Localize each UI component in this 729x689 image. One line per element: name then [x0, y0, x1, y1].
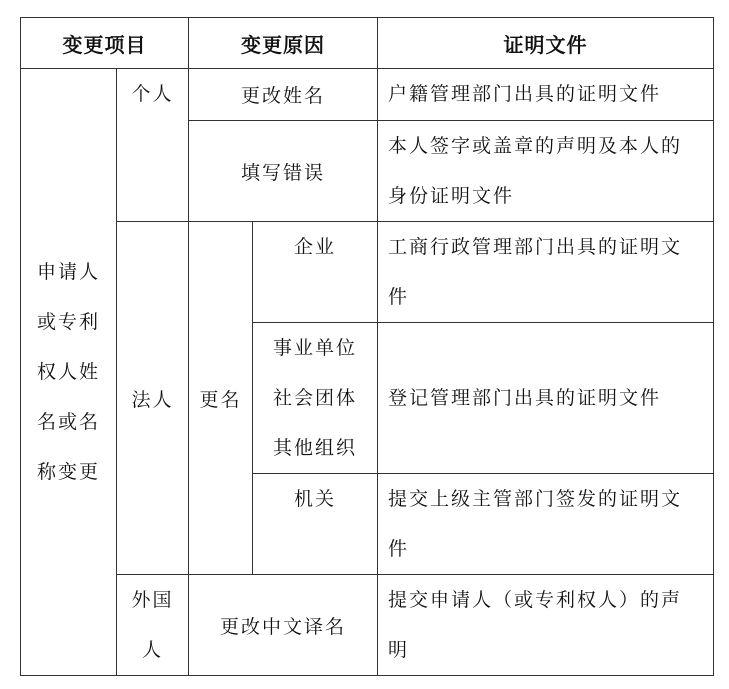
- reason-enterprise: 企业: [253, 222, 378, 323]
- header-row: [21, 18, 714, 69]
- doc-rename: 户籍管理部门出具的证明文件: [378, 69, 714, 121]
- reason-error: 填写错误: [189, 121, 378, 222]
- doc-enterprise: 工商行政管理部门出具的证明文 件: [378, 222, 714, 323]
- doc-error: 本人签字或盖章的声明及本人的 身份证明文件: [378, 121, 714, 222]
- header-reason: 变更原因: [189, 18, 378, 69]
- table-row: [21, 69, 714, 121]
- header-item: 变更项目: [21, 18, 189, 69]
- individual-label: 个人: [117, 69, 189, 222]
- item-label-line: 权人姓: [36, 361, 100, 383]
- header-docs: 证明文件: [378, 18, 714, 69]
- item-label-line: 名或名: [36, 411, 100, 433]
- reason-institutions: 事业单位 社会团体 其他组织: [253, 323, 378, 474]
- item-label-cell: [21, 69, 117, 676]
- change-documents-table: [20, 17, 714, 676]
- reason-agency: 机关: [253, 474, 378, 575]
- legal-sub-label: 更名: [189, 222, 253, 575]
- table-row: [21, 575, 714, 676]
- foreigner-label: 外国 人: [117, 575, 189, 676]
- table-row: [21, 222, 714, 323]
- item-label-line: 申请人: [36, 261, 100, 283]
- item-label-line: 称变更: [36, 461, 100, 483]
- doc-foreign-name: 提交申请人（或专利权人）的声 明: [378, 575, 714, 676]
- legal-label: 法人: [117, 222, 189, 575]
- doc-institutions: 登记管理部门出具的证明文件: [378, 323, 714, 474]
- reason-foreign-name: 更改中文译名: [189, 575, 378, 676]
- reason-rename: 更改姓名: [189, 69, 378, 121]
- doc-agency: 提交上级主管部门签发的证明文 件: [378, 474, 714, 575]
- item-label-line: 或专利: [36, 311, 100, 333]
